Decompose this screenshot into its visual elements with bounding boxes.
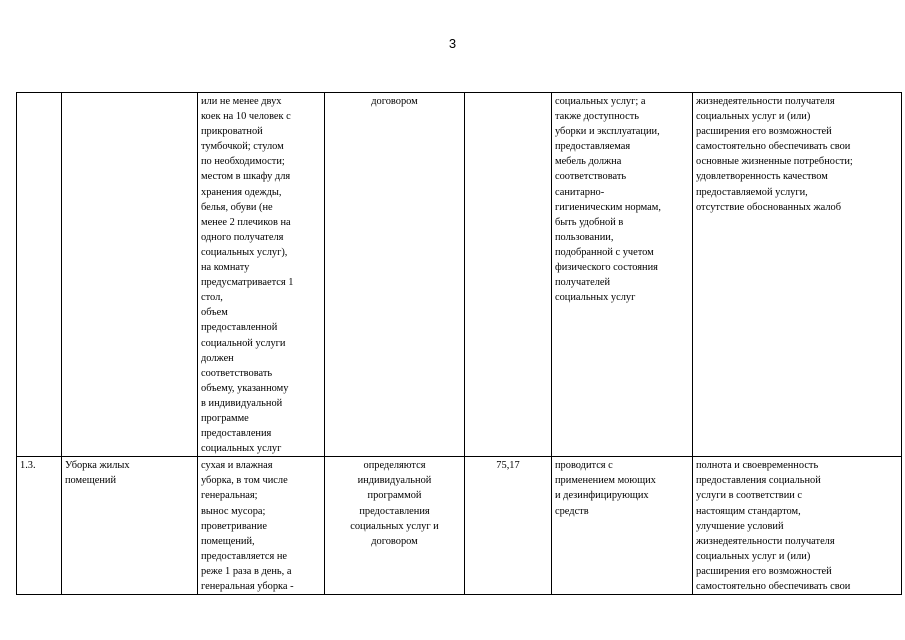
- cell-quality: проводится с применением моющих и дезинфицирующих средств: [552, 457, 693, 595]
- services-table: [16, 92, 902, 595]
- cell-evaluation: жизнедеятельности получателя социальных услуг и (или) расширения его возможностей самостоятельно обеспечивать свои основные жизненные потребности; удовлетворенность качеством предоставляемой услуги, отсутствие обоснованных жалоб: [693, 93, 902, 457]
- cell-number: 1.3.: [17, 457, 62, 595]
- cell-quality: социальных услуг; а также доступность уборки и эксплуатации, предоставляемая мебель должна соответствовать санитарно- гигиеническим нормам, быть удобной в пользовании, подобранной с учетом физического состояния получателей социальных услуг: [552, 93, 693, 457]
- cell-service-name: Уборка жилых помещений: [62, 457, 198, 595]
- table-row: [17, 93, 902, 457]
- page-number: 3: [448, 36, 457, 51]
- cell-description: или не менее двух коек на 10 человек с прикроватной тумбочкой; стулом по необходимости; местом в шкафу для хранения одежды, белья, обуви (не менее 2 плечиков на одного получателя социальных услуг), на комнату предусматривается 1 стол, объем предоставленной социальной услуги должен соответствовать объему, указанному в индивидуальной программе предоставления социальных услуг: [198, 93, 325, 457]
- table-row: [17, 457, 902, 595]
- cell-price: 75,17: [465, 457, 552, 595]
- cell-timing: договором: [325, 93, 465, 457]
- cell-price: [465, 93, 552, 457]
- cell-service-name: [62, 93, 198, 457]
- cell-description: сухая и влажная уборка, в том числе генеральная; вынос мусора; проветривание помещений, предоставляется не реже 1 раза в день, а генеральная уборка -: [198, 457, 325, 595]
- cell-number: [17, 93, 62, 457]
- cell-evaluation: полнота и своевременность предоставления социальной услуги в соответствии с настоящим стандартом, улучшение условий жизнедеятельности получателя социальных услуг и (или) расширения его возможностей самостоятельно обеспечивать свои: [693, 457, 902, 595]
- cell-timing: определяются индивидуальной программой предоставления социальных услуг и договором: [325, 457, 465, 595]
